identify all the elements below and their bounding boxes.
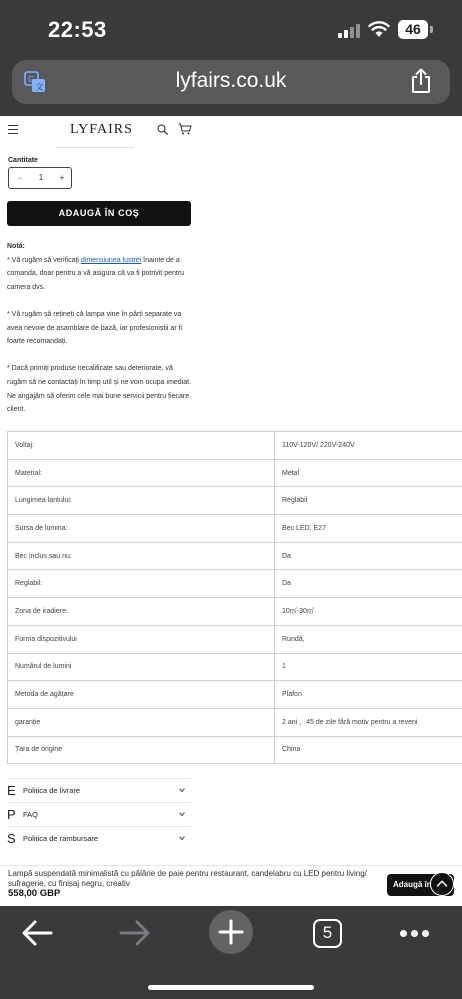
product-notes xyxy=(7,240,193,430)
accordion-shipping-policy[interactable] xyxy=(7,778,191,801)
accordion-letter: P xyxy=(7,807,16,822)
wifi-icon xyxy=(368,20,390,38)
spec-key: Material: xyxy=(8,459,275,487)
sticky-add-to-cart-button[interactable]: Adaugă în xyxy=(387,874,454,896)
spec-key: Lungimea lanțului: xyxy=(8,487,275,515)
more-options-icon[interactable] xyxy=(400,930,430,938)
spec-value: Plafon xyxy=(275,681,462,709)
browser-address-area xyxy=(0,60,462,116)
spec-value: Da xyxy=(275,542,462,570)
spec-row xyxy=(8,736,462,764)
spec-key: Zona de iradiere: xyxy=(8,598,275,626)
spec-value: 1 xyxy=(275,653,462,681)
chevron-down-icon xyxy=(179,835,185,841)
spec-key: garanție xyxy=(8,708,275,736)
header-divider xyxy=(56,147,134,148)
web-page xyxy=(0,116,462,906)
specifications-table xyxy=(7,431,462,764)
notes-title: Notă: xyxy=(7,243,25,250)
battery-indicator: 46 xyxy=(398,20,428,39)
search-icon[interactable] xyxy=(157,124,168,135)
site-header xyxy=(0,116,200,148)
spec-row xyxy=(8,515,462,543)
scroll-to-top-icon[interactable] xyxy=(430,872,454,896)
status-bar xyxy=(0,0,462,60)
note-text: înainte de a comanda, doar pentru a vă asigura că va fi potrivit pentru camera dvs. xyxy=(7,256,185,291)
site-logo[interactable]: LYFAIRS xyxy=(70,122,133,137)
home-indicator xyxy=(148,985,314,990)
forward-arrow-icon[interactable] xyxy=(118,918,152,948)
tabs-button[interactable]: 5 xyxy=(313,919,342,948)
svg-text:文: 文 xyxy=(35,82,44,92)
accordion-label: Politica de rambursare xyxy=(23,834,99,843)
spec-value: Metal xyxy=(275,459,462,487)
back-arrow-icon[interactable] xyxy=(20,918,54,948)
spec-row xyxy=(8,653,462,681)
share-icon[interactable] xyxy=(410,68,432,94)
hamburger-menu-icon[interactable] xyxy=(8,125,18,135)
spec-key: Metoda de agățare xyxy=(8,681,275,709)
quantity-input[interactable]: 1 xyxy=(38,173,44,182)
note-text: * Vă rugăm să verificați xyxy=(7,256,81,264)
accordion-label: FAQ xyxy=(23,810,39,819)
spec-key: Forma dispozitivului xyxy=(8,625,275,653)
browser-toolbar xyxy=(0,906,462,999)
accordion-refund-policy[interactable] xyxy=(7,826,191,849)
spec-value: 2 ani ，45 de zile fără motiv pentru a reveni xyxy=(275,708,462,736)
cart-icon[interactable] xyxy=(178,123,192,135)
spec-value: Rundă, xyxy=(275,625,462,653)
url-text[interactable]: lyfairs.co.uk xyxy=(175,69,287,92)
quantity-stepper xyxy=(8,167,72,189)
spec-row xyxy=(8,570,462,598)
accordion-label: Politica de livrare xyxy=(23,786,81,795)
chevron-down-icon xyxy=(179,787,185,793)
chevron-down-icon xyxy=(179,811,185,817)
spec-value: Da xyxy=(275,570,462,598)
spec-value: Bec LED, E27 xyxy=(275,515,462,543)
note-item xyxy=(7,254,193,295)
plus-icon xyxy=(209,910,253,954)
spec-row xyxy=(8,459,462,487)
note-item: * Vă rugăm să rețineți că lampa vine în părți separate va avea nevoie de asamblare de bază, iar profesioniștii ar fi foarte recomandați. xyxy=(7,310,183,346)
add-to-cart-button[interactable]: ADAUGĂ ÎN COŞ xyxy=(7,201,191,226)
spec-key: Numărul de lumini xyxy=(8,653,275,681)
sticky-product-price: 558,00 GBP xyxy=(8,888,61,899)
dimensions-link[interactable]: dimensiunea lustrei xyxy=(80,256,142,264)
svg-text:G: G xyxy=(28,75,35,84)
spec-value: China xyxy=(275,736,462,764)
quantity-label: Cantitate xyxy=(8,157,38,164)
spec-key: Voltaj: xyxy=(8,432,275,460)
spec-value: 10㎡-30㎡ xyxy=(275,598,462,626)
spec-row xyxy=(8,681,462,709)
sticky-product-title: Lampă suspendată minimalistă cu pălărie de paie pentru restaurant, candelabru cu LED pentru living/ sufragerie, cu finisaj negru, creativ xyxy=(8,869,367,888)
note-item: * Dacă primiți produse necalificate sau deteriorate, vă rugăm să ne contactați în timp util și ne vom ocupa imediat. Ne angajăm să oferim cele mai bune servicii pentru fiecare client. xyxy=(7,365,192,414)
spec-row xyxy=(8,542,462,570)
status-time: 22:53 xyxy=(48,17,107,42)
spec-value: Reglabil xyxy=(275,487,462,515)
spec-key: Sursa de lumina: xyxy=(8,515,275,543)
accordion-faq[interactable] xyxy=(7,802,191,825)
spec-key: Țara de origine xyxy=(8,736,275,764)
spec-key: Reglabil: xyxy=(8,570,275,598)
spec-row xyxy=(8,598,462,626)
spec-row xyxy=(8,432,462,460)
address-bar[interactable] xyxy=(12,60,450,104)
spec-row xyxy=(8,487,462,515)
quantity-increase-button[interactable]: + xyxy=(59,173,65,183)
quantity-decrease-button[interactable]: − xyxy=(17,173,23,183)
accordion-letter: E xyxy=(7,783,16,798)
new-tab-button[interactable] xyxy=(209,910,253,954)
battery-tip xyxy=(430,26,433,33)
sticky-add-to-cart-bar xyxy=(0,865,462,906)
spec-row xyxy=(8,625,462,653)
spec-row xyxy=(8,708,462,736)
accordion-letter: S xyxy=(7,831,16,846)
spec-key: Bec inclus sau nu: xyxy=(8,542,275,570)
cellular-signal-icon xyxy=(338,22,362,38)
spec-value: 110V-120V/ 220V-240V xyxy=(275,432,462,460)
